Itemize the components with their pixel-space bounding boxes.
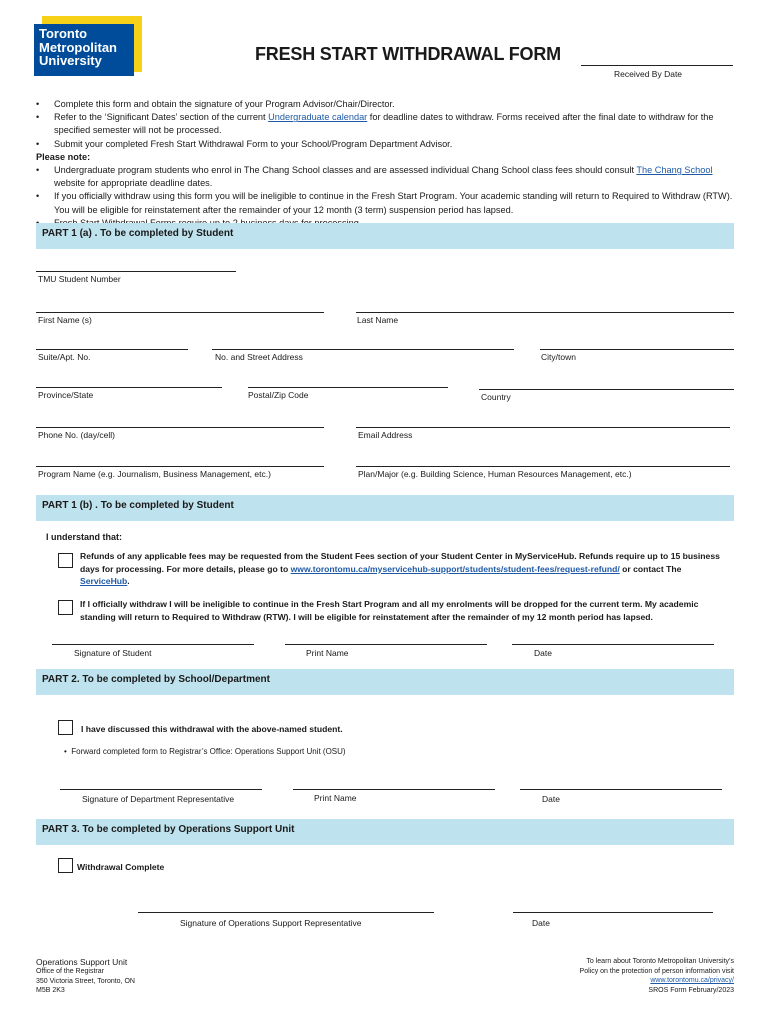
student-print-name-label: Print Name [306, 648, 349, 658]
ineligible-statement: If I officially withdraw I will be ineligible to continue in the Fresh Start Program and all my enrolments will be dropped for the current term. My academic standing will return to Required to Withdraw (RTW). I will be eligible for reinstatement after the remainder of my 12 month period has lapsed. [80, 599, 699, 622]
refund-text: Refunds of any applicable fees may be requested from the Student Fees section of your Student Center in MyServiceHub. Refunds require up to 15 business days for processing. For more details, please go to [80, 551, 720, 574]
dept-date-field[interactable] [520, 789, 722, 790]
instruction-item [54, 111, 736, 137]
instruction-text: Complete this form and obtain the signature of your Program Advisor/Chair/Director. [54, 99, 395, 109]
dept-print-name-label: Print Name [314, 793, 357, 803]
city-field[interactable] [540, 349, 734, 350]
program-field[interactable] [36, 466, 324, 467]
postal-label: Postal/Zip Code [248, 390, 309, 400]
refund-checkbox[interactable] [58, 553, 73, 568]
instruction-item [54, 98, 736, 111]
discussed-text: I have discussed this withdrawal with the above-named student. [81, 724, 343, 734]
last-name-field[interactable] [356, 312, 734, 313]
refund-text: . [127, 576, 130, 586]
form-title: FRESH START WITHDRAWAL FORM [255, 44, 561, 64]
suite-field[interactable] [36, 349, 188, 350]
footer-privacy [580, 957, 734, 995]
footer-unit: Operations Support Unit [36, 957, 128, 967]
part3-heading: PART 3. To be completed by Operations Support Unit [36, 819, 734, 845]
received-date-label: Received By Date [614, 69, 683, 79]
instructions [36, 98, 736, 230]
logo-wordmark [34, 24, 134, 76]
part2-heading: PART 2. To be completed by School/Department [36, 669, 734, 695]
part1b-heading: PART 1 (b) . To be completed by Student [36, 495, 734, 521]
postal-field[interactable] [248, 387, 448, 388]
osu-signature-label: Signature of Operations Support Representative [180, 918, 362, 928]
student-print-name-field[interactable] [285, 644, 487, 645]
received-date-field[interactable] [581, 65, 733, 66]
suite-label: Suite/Apt. No. [38, 352, 91, 362]
privacy-text: Policy on the protection of person information visit [579, 967, 734, 975]
dept-date-label: Date [542, 794, 560, 804]
country-label: Country [481, 392, 511, 402]
osu-date-label: Date [532, 918, 550, 928]
program-label: Program Name (e.g. Journalism, Business Management, etc.) [38, 469, 271, 479]
note-text: Undergraduate program students who enrol in The Chang School classes and are assessed individual Chang School class fees should consult [54, 165, 637, 176]
instruction-item [54, 138, 736, 151]
chang-school-link[interactable]: The Chang School [636, 165, 713, 176]
please-note-heading: Please note: [36, 151, 91, 162]
first-name-label: First Name (s) [38, 315, 92, 325]
note-text: website for appropriate deadline dates. [54, 178, 213, 189]
part1a-heading: PART 1 (a) . To be completed by Student [36, 223, 734, 249]
footer-postal: M5B 2K3 [36, 987, 65, 994]
dept-print-name-field[interactable] [293, 789, 495, 790]
last-name-label: Last Name [357, 315, 399, 325]
plan-field[interactable] [356, 466, 730, 467]
note-text: If you officially withdraw using this form you will be ineligible to continue in the Fresh Start Program. Your academic standing will return to Required to Withdraw (RTW). You will be eligible for reinstatement after the remainder of your 12 month (3 term) suspension period has lapsed. [54, 191, 733, 215]
discussed-checkbox[interactable] [58, 720, 73, 735]
student-number-field[interactable] [36, 271, 236, 272]
dept-signature-label: Signature of Department Representative [82, 794, 235, 804]
plan-label: Plan/Major (e.g. Building Science, Human Resources Management, etc.) [358, 469, 632, 479]
dept-signature-field[interactable] [60, 789, 262, 790]
understand-label: I understand that: [46, 532, 122, 542]
footer-street: 350 Victoria Street, Toronto, ON [36, 977, 135, 985]
first-name-field[interactable] [36, 312, 324, 313]
street-label: No. and Street Address [215, 352, 303, 362]
student-date-label: Date [534, 648, 552, 658]
form-identifier: SROS Form February/2023 [648, 986, 734, 994]
province-field[interactable] [36, 387, 222, 388]
refund-text: or contact The [619, 563, 682, 574]
refund-statement [80, 550, 732, 588]
forward-instruction: • Forward completed form to Registrar’s Office: Operations Support Unit (OSU) [64, 747, 346, 756]
refund-link[interactable]: www.torontomu.ca/myservicehub-support/students/student-fees/request-refund/ [290, 563, 620, 574]
withdrawal-complete-checkbox[interactable] [58, 858, 73, 873]
footer-address [36, 957, 135, 996]
province-label: Province/State [38, 390, 94, 400]
student-date-field[interactable] [512, 644, 714, 645]
email-label: Email Address [358, 430, 413, 440]
footer-office: Office of the Registrar [36, 968, 104, 975]
email-field[interactable] [356, 427, 730, 428]
instruction-text: Refer to the ‘Significant Dates’ section of the current [54, 112, 269, 123]
note-item [54, 190, 736, 216]
forward-text: Forward completed form to Registrar’s Office: Operations Support Unit (OSU) [71, 747, 346, 756]
logo-line: Toronto [39, 26, 88, 41]
phone-field[interactable] [36, 427, 324, 428]
instruction-text: Submit your completed Fresh Start Withdrawal Form to your School/Program Department Advisor. [54, 138, 453, 149]
university-logo [34, 16, 142, 76]
student-number-label: TMU Student Number [38, 274, 121, 284]
osu-date-field[interactable] [513, 912, 713, 913]
instruction-text: for deadline dates to withdraw. Forms received after the final date to withdraw for the specified semester will not be processed. [54, 112, 714, 136]
country-field[interactable] [479, 389, 734, 390]
privacy-link[interactable]: www.torontomu.ca/privacy/ [650, 977, 734, 984]
osu-signature-field[interactable] [138, 912, 434, 913]
city-label: City/town [541, 352, 576, 362]
phone-label: Phone No. (day/cell) [38, 430, 116, 440]
note-item [54, 164, 736, 190]
street-field[interactable] [212, 349, 514, 350]
student-signature-field[interactable] [52, 644, 254, 645]
ineligible-checkbox[interactable] [58, 600, 73, 615]
logo-line: Metropolitan [39, 39, 117, 55]
withdrawal-complete-label: Withdrawal Complete [77, 862, 165, 872]
servicehub-link[interactable]: ServiceHub [80, 576, 128, 586]
privacy-text: To learn about Toronto Metropolitan University’s [586, 958, 734, 965]
logo-line: University [39, 53, 102, 68]
undergraduate-calendar-link[interactable]: Undergraduate calendar [268, 112, 368, 123]
student-signature-label: Signature of Student [74, 648, 152, 658]
